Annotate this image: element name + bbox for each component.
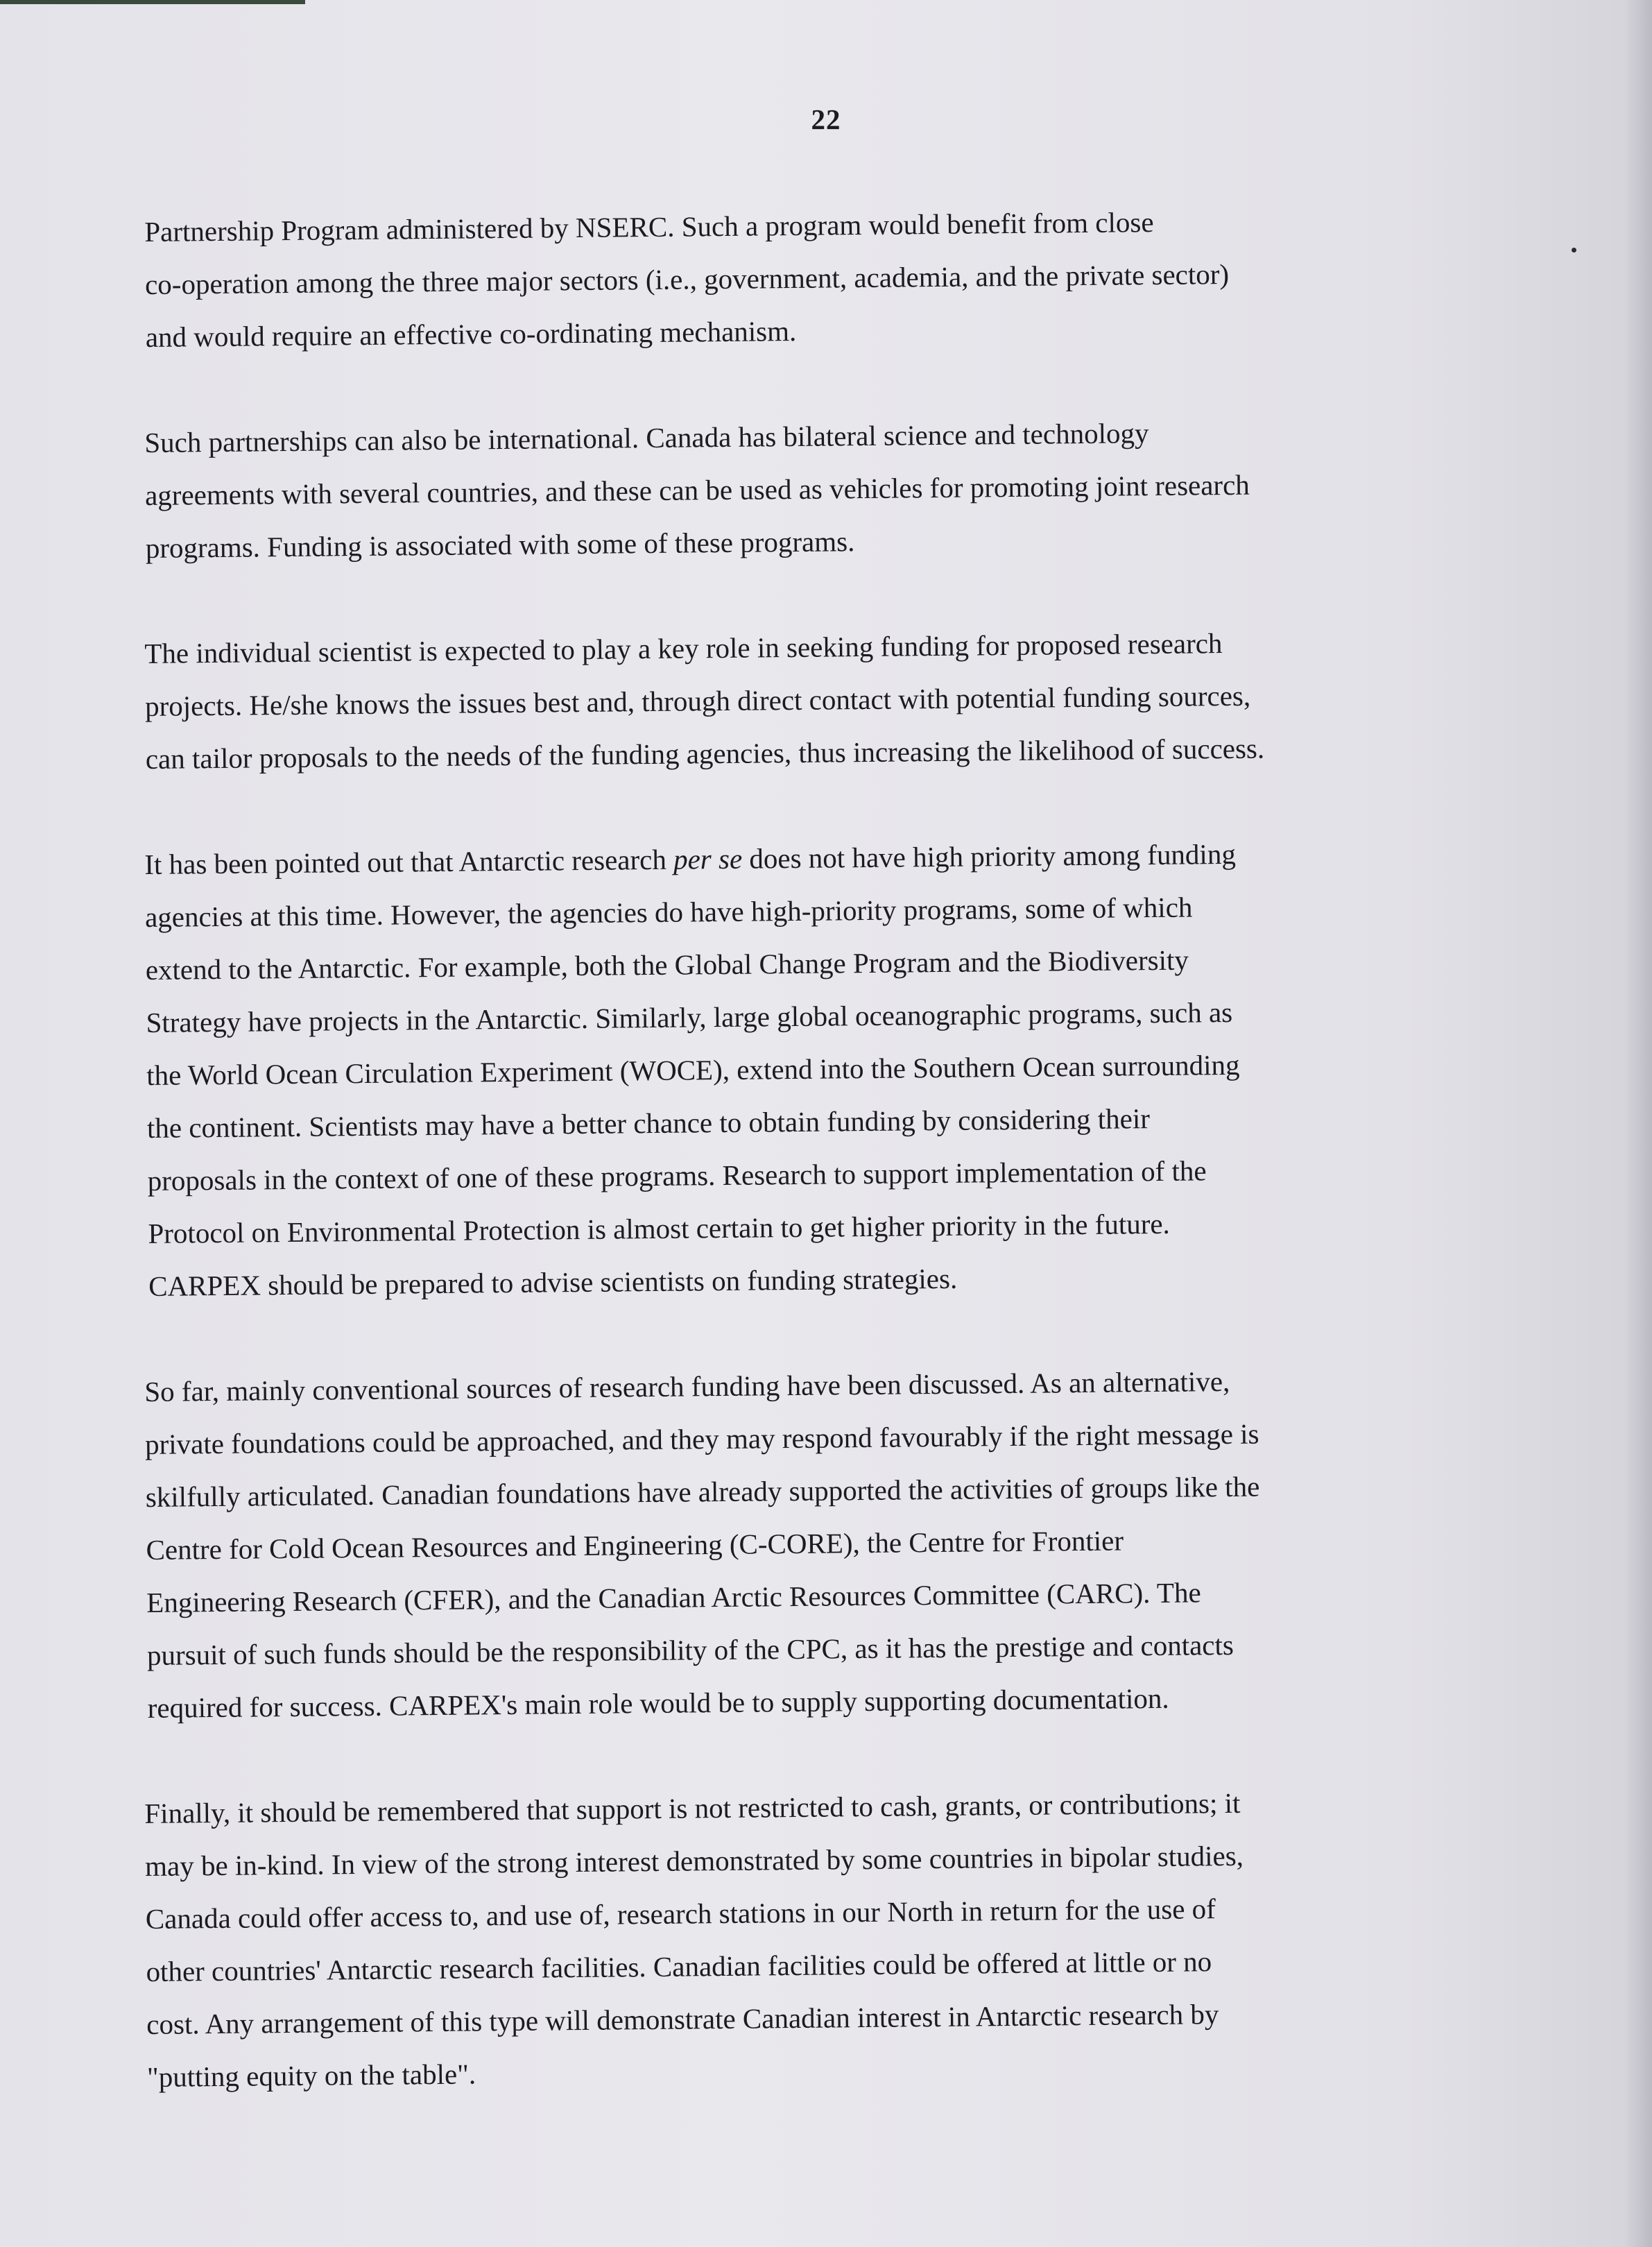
text-line: the World Ocean Circulation Experiment (WOCE), extend into the Southern Ocean surrounding [146, 1048, 1240, 1091]
text-line: other countries' Antarctic research facilities. Canadian facilities could be offered at little or no [146, 1945, 1212, 1988]
text-line: Engineering Research (CFER), and the Canadian Arctic Resources Committee (CARC). The [146, 1576, 1201, 1618]
text-line: cost. Any arrangement of this type will demonstrate Canadian interest in Antarctic research by [146, 1998, 1219, 2040]
text-line: extend to the Antarctic. For example, both the Global Change Program and the Biodiversity [145, 943, 1189, 986]
page-edge-shadow [1624, 0, 1652, 2247]
text-line: Finally, it should be remembered that support is not restricted to cash, grants, or contributions; it [144, 1786, 1241, 1829]
text-line: pursuit of such funds should be the responsibility of the CPC, as it has the prestige and contacts [146, 1628, 1234, 1671]
paragraph-1 [144, 192, 1526, 364]
paragraph-2 [144, 403, 1526, 574]
text-line: agreements with several countries, and these can be used as vehicles for promoting joint research [144, 468, 1250, 511]
top-edge-rule [0, 0, 305, 4]
text-line: So far, mainly conventional sources of research funding have been discussed. As an alternative, [144, 1365, 1230, 1408]
text-line: "putting equity on the table". [146, 2058, 476, 2093]
text-line: programs. Funding is associated with some of these programs. [145, 525, 855, 564]
paragraph-5 [144, 1352, 1528, 1734]
text-line: can tailor proposals to the needs of the funding agencies, thus increasing the likelihood of success. [145, 732, 1265, 775]
scan-speck [1572, 248, 1576, 253]
text-line: co-operation among the three major sectors (i.e., government, academia, and the private sector) [144, 257, 1230, 300]
page-number: 22 [811, 103, 841, 135]
paragraph-6 [144, 1774, 1527, 2103]
body-text [144, 205, 1524, 2156]
text-line: Such partnerships can also be international. Canada has bilateral science and technology [144, 417, 1149, 459]
paragraph-4 [144, 825, 1529, 1313]
text-line: Canada could offer access to, and use of, research stations in our North in return for the use of [145, 1893, 1216, 1935]
text-line: Partnership Program administered by NSERC. Such a program would benefit from close [144, 206, 1154, 248]
text-line: required for success. CARPEX's main role would be to supply supporting documentation. [147, 1682, 1169, 1724]
text-line: the continent. Scientists may have a better chance to obtain funding by considering their [146, 1102, 1151, 1144]
text-line: The individual scientist is expected to play a key role in seeking funding for proposed research [144, 627, 1223, 669]
text-line: proposals in the context of one of these programs. Research to support implementation of the [147, 1154, 1207, 1197]
text-line: Centre for Cold Ocean Resources and Engineering (C-CORE), the Centre for Frontier [146, 1524, 1124, 1566]
text-line: Strategy have projects in the Antarctic. Similarly, large global oceanographic programs, such as [146, 996, 1233, 1039]
text-line: Protocol on Environmental Protection is almost certain to get higher priority in the future. [148, 1207, 1171, 1249]
text-line: skilfully articulated. Canadian foundations have already supported the activities of groups like the [145, 1470, 1260, 1513]
text-line: projects. He/she knows the issues best and, through direct contact with potential funding sources, [144, 679, 1251, 722]
text-line: agencies at this time. However, the agencies do have high-priority programs, some of which [144, 891, 1193, 933]
text-line: It has been pointed out that Antarctic research per se does not have high priority among funding [144, 837, 1237, 880]
text-line: may be in-kind. In view of the strong interest demonstrated by some countries in bipolar studies, [144, 1839, 1244, 1882]
text-line: private foundations could be approached, and they may respond favourably if the right message is [144, 1417, 1259, 1460]
paragraph-3 [144, 614, 1526, 785]
text-line: and would require an effective co-ordinating mechanism. [145, 314, 797, 353]
text-line: CARPEX should be prepared to advise scientists on funding strategies. [148, 1262, 958, 1302]
